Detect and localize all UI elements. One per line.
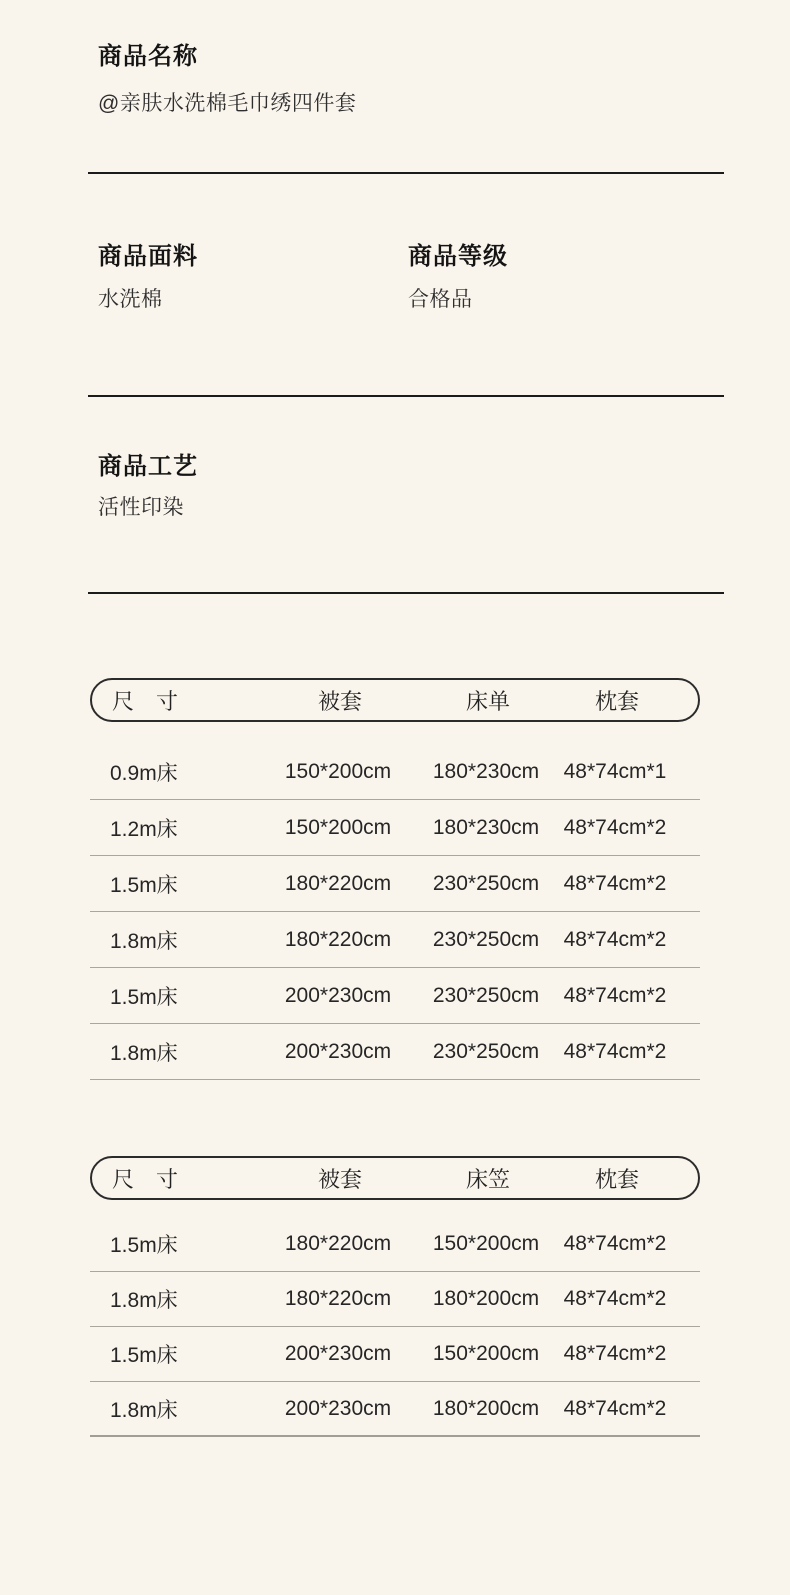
table-row — [90, 1217, 700, 1272]
fitted-sheet-cell: 150*200cm — [432, 1342, 540, 1365]
pillow-cell: 48*74cm*2 — [563, 983, 667, 1007]
craft-label: 商品工艺 — [98, 453, 198, 480]
size-table-header-pill — [90, 678, 700, 722]
table-row — [90, 1272, 700, 1327]
duvet-cell: 200*230cm — [284, 1039, 392, 1063]
fitted-sheet-cell: 180*200cm — [432, 1287, 540, 1310]
pillow-cell: 48*74cm*2 — [563, 1232, 667, 1255]
pillow-cell: 48*74cm*2 — [563, 1039, 667, 1063]
product-name-section — [88, 42, 724, 118]
craft-value: 活性印染 — [98, 496, 184, 519]
grade-column — [398, 242, 508, 314]
section-divider — [88, 395, 724, 397]
section-divider — [88, 172, 724, 174]
product-name-label: 商品名称 — [98, 43, 198, 70]
pillow-cell: 48*74cm*2 — [563, 1396, 667, 1420]
table-row — [90, 968, 700, 1024]
fabric-value: 水洗棉 — [98, 288, 163, 311]
header-cell-size: 尺 寸 — [112, 688, 179, 714]
table-row — [90, 912, 700, 968]
duvet-cell: 150*200cm — [284, 815, 392, 839]
section-divider — [88, 592, 724, 594]
header-cell-pillowcase: 枕套 — [594, 1166, 639, 1192]
pillow-cell: 48*74cm*1 — [563, 759, 667, 783]
table-row — [90, 1327, 700, 1382]
sheet-cell: 230*250cm — [432, 1039, 540, 1063]
table-row — [90, 1024, 700, 1080]
size-table-header-pill — [90, 1156, 700, 1200]
size-cell: 0.9m床 — [110, 761, 178, 785]
sheet-cell: 180*230cm — [432, 815, 540, 839]
pillow-cell: 48*74cm*2 — [563, 927, 667, 951]
size-cell: 1.8m床 — [110, 1289, 178, 1312]
size-cell: 1.5m床 — [110, 873, 178, 897]
duvet-cell: 200*230cm — [284, 983, 392, 1007]
duvet-cell: 180*220cm — [284, 927, 392, 951]
pillow-cell: 48*74cm*2 — [563, 815, 667, 839]
pillow-cell: 48*74cm*2 — [563, 1342, 667, 1365]
grade-value: 合格品 — [408, 288, 473, 311]
duvet-cell: 200*230cm — [284, 1342, 392, 1365]
duvet-cell: 180*220cm — [284, 871, 392, 895]
table-row — [90, 1382, 700, 1437]
size-cell: 1.8m床 — [110, 1041, 178, 1065]
header-cell-duvet-cover: 被套 — [317, 688, 362, 714]
sheet-cell: 230*250cm — [432, 983, 540, 1007]
size-table-flat-sheet — [90, 678, 700, 1080]
fitted-sheet-cell: 150*200cm — [432, 1232, 540, 1255]
fabric-grade-section — [88, 242, 724, 314]
header-cell-fitted-sheet: 床笠 — [465, 1166, 510, 1192]
fabric-label: 商品面料 — [98, 243, 198, 270]
size-cell: 1.2m床 — [110, 817, 178, 841]
table-row — [90, 800, 700, 856]
header-cell-pillowcase: 枕套 — [594, 688, 639, 714]
craft-section — [88, 452, 724, 522]
fabric-column — [88, 242, 398, 314]
header-cell-duvet-cover: 被套 — [317, 1166, 362, 1192]
grade-label: 商品等级 — [408, 243, 508, 270]
table-row — [90, 856, 700, 912]
duvet-cell: 200*230cm — [284, 1396, 392, 1420]
duvet-cell: 180*220cm — [284, 1287, 392, 1310]
fitted-sheet-cell: 180*200cm — [432, 1396, 540, 1420]
product-name-value: @亲肤水洗棉毛巾绣四件套 — [98, 92, 357, 115]
size-cell: 1.8m床 — [110, 929, 178, 953]
duvet-cell: 180*220cm — [284, 1232, 392, 1255]
duvet-cell: 150*200cm — [284, 759, 392, 783]
size-cell: 1.8m床 — [110, 1398, 178, 1422]
pillow-cell: 48*74cm*2 — [563, 871, 667, 895]
table-row — [90, 744, 700, 800]
header-cell-bed-sheet: 床单 — [465, 688, 510, 714]
size-cell: 1.5m床 — [110, 985, 178, 1009]
size-cell: 1.5m床 — [110, 1234, 178, 1257]
sheet-cell: 180*230cm — [432, 759, 540, 783]
size-table-fitted-sheet — [90, 1156, 700, 1437]
sheet-cell: 230*250cm — [432, 927, 540, 951]
pillow-cell: 48*74cm*2 — [563, 1287, 667, 1310]
sheet-cell: 230*250cm — [432, 871, 540, 895]
size-cell: 1.5m床 — [110, 1344, 178, 1367]
header-cell-size: 尺 寸 — [112, 1166, 179, 1192]
